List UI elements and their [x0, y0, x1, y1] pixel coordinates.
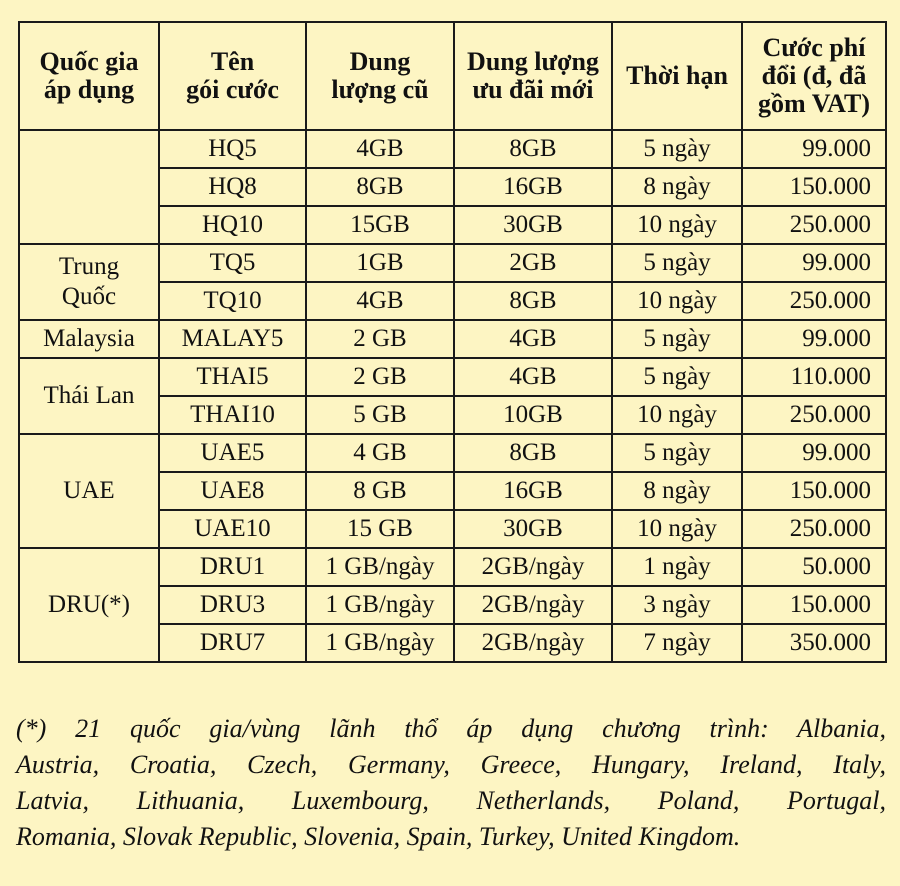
duration-cell: 5 ngày — [612, 434, 742, 472]
plan-name-cell: TQ5 — [159, 244, 306, 282]
new-data-cell: 8GB — [454, 130, 612, 168]
table-header-row — [19, 22, 886, 130]
table-row — [19, 320, 886, 358]
header-duration — [612, 22, 742, 130]
old-data-cell: 2 GB — [306, 320, 454, 358]
price-cell: 99.000 — [742, 244, 886, 282]
new-data-cell: 8GB — [454, 434, 612, 472]
price-cell: 250.000 — [742, 282, 886, 320]
table-row — [19, 244, 886, 282]
duration-cell: 10 ngày — [612, 206, 742, 244]
duration-cell: 10 ngày — [612, 510, 742, 548]
plan-name-cell: UAE10 — [159, 510, 306, 548]
header-new-data-line-2: ưu đãi mới — [472, 75, 594, 104]
price-cell: 99.000 — [742, 434, 886, 472]
old-data-cell: 4GB — [306, 282, 454, 320]
footnote — [16, 711, 886, 855]
header-price-line-3: gồm VAT) — [758, 89, 870, 118]
duration-cell: 5 ngày — [612, 130, 742, 168]
plan-name-cell: DRU3 — [159, 586, 306, 624]
header-old-data-line-2: lượng cũ — [331, 75, 429, 104]
old-data-cell: 15GB — [306, 206, 454, 244]
new-data-cell: 30GB — [454, 206, 612, 244]
new-data-cell: 2GB/ngày — [454, 624, 612, 662]
header-plan-name — [159, 22, 306, 130]
price-cell: 250.000 — [742, 510, 886, 548]
old-data-cell: 1 GB/ngày — [306, 586, 454, 624]
price-cell: 150.000 — [742, 168, 886, 206]
duration-cell: 8 ngày — [612, 168, 742, 206]
new-data-cell: 4GB — [454, 358, 612, 396]
new-data-cell: 4GB — [454, 320, 612, 358]
duration-cell: 7 ngày — [612, 624, 742, 662]
old-data-cell: 5 GB — [306, 396, 454, 434]
duration-cell: 10 ngày — [612, 396, 742, 434]
duration-cell: 1 ngày — [612, 548, 742, 586]
plan-name-cell: HQ8 — [159, 168, 306, 206]
country-name: UAE — [63, 477, 115, 504]
old-data-cell: 1GB — [306, 244, 454, 282]
new-data-cell: 2GB — [454, 244, 612, 282]
price-cell: 50.000 — [742, 548, 886, 586]
header-country — [19, 22, 159, 130]
country-cell — [19, 244, 159, 320]
plan-name-cell: DRU1 — [159, 548, 306, 586]
footnote-line: Latvia, Lithuania, Luxembourg, Netherlands, Poland, Portugal, — [16, 786, 886, 815]
duration-cell: 5 ngày — [612, 244, 742, 282]
old-data-cell: 1 GB/ngày — [306, 548, 454, 586]
country-cell — [19, 320, 159, 358]
duration-cell: 3 ngày — [612, 586, 742, 624]
duration-cell: 5 ngày — [612, 320, 742, 358]
new-data-cell: 2GB/ngày — [454, 548, 612, 586]
old-data-cell: 8GB — [306, 168, 454, 206]
plan-name-cell: DRU7 — [159, 624, 306, 662]
old-data-cell: 4GB — [306, 130, 454, 168]
country-name: Quốc — [61, 283, 117, 310]
duration-cell: 10 ngày — [612, 282, 742, 320]
header-new-data-line-1: Dung lượng — [467, 47, 599, 76]
table-body — [19, 130, 886, 662]
country-name: Malaysia — [43, 325, 135, 352]
old-data-cell: 1 GB/ngày — [306, 624, 454, 662]
plan-name-cell: MALAY5 — [159, 320, 306, 358]
plan-name-cell: HQ5 — [159, 130, 306, 168]
footnote-line: Romania, Slovak Republic, Slovenia, Spain, Turkey, United Kingdom. — [16, 822, 741, 851]
old-data-cell: 4 GB — [306, 434, 454, 472]
table-row — [19, 548, 886, 586]
table-row — [19, 130, 886, 168]
roaming-plans-table — [18, 21, 887, 663]
country-cell — [19, 548, 159, 662]
price-cell: 250.000 — [742, 206, 886, 244]
price-cell: 110.000 — [742, 358, 886, 396]
header-new-data — [454, 22, 612, 130]
new-data-cell: 16GB — [454, 472, 612, 510]
country-name: Thái Lan — [43, 382, 135, 409]
header-plan-name-line-1: Tên — [210, 47, 255, 76]
new-data-cell: 10GB — [454, 396, 612, 434]
plan-name-cell: HQ10 — [159, 206, 306, 244]
footnote-line: (*) 21 quốc gia/vùng lãnh thổ áp dụng chương trình: Albania, — [16, 714, 886, 743]
new-data-cell: 30GB — [454, 510, 612, 548]
price-cell: 350.000 — [742, 624, 886, 662]
country-cell — [19, 434, 159, 548]
duration-cell: 8 ngày — [612, 472, 742, 510]
new-data-cell: 2GB/ngày — [454, 586, 612, 624]
price-cell: 99.000 — [742, 130, 886, 168]
new-data-cell: 16GB — [454, 168, 612, 206]
old-data-cell: 8 GB — [306, 472, 454, 510]
table-row — [19, 358, 886, 396]
country-name: Trung — [58, 253, 120, 280]
header-price-line-1: Cước phí — [762, 33, 866, 62]
header-country-line-1: Quốc gia — [39, 47, 139, 76]
header-price — [742, 22, 886, 130]
header-old-data — [306, 22, 454, 130]
country-cell — [19, 130, 159, 244]
old-data-cell: 15 GB — [306, 510, 454, 548]
price-cell: 150.000 — [742, 472, 886, 510]
new-data-cell: 8GB — [454, 282, 612, 320]
country-name: DRU(*) — [48, 591, 130, 618]
price-cell: 150.000 — [742, 586, 886, 624]
plan-name-cell: UAE5 — [159, 434, 306, 472]
price-cell: 250.000 — [742, 396, 886, 434]
price-cell: 99.000 — [742, 320, 886, 358]
header-country-line-2: áp dụng — [43, 75, 135, 104]
country-cell — [19, 358, 159, 434]
header-price-line-2: đổi (đ, đã — [761, 61, 867, 90]
table-row — [19, 434, 886, 472]
plan-name-cell: THAI10 — [159, 396, 306, 434]
plan-name-cell: UAE8 — [159, 472, 306, 510]
header-old-data-line-1: Dung — [349, 47, 411, 76]
plan-name-cell: TQ10 — [159, 282, 306, 320]
footnote-line: Austria, Croatia, Czech, Germany, Greece, Hungary, Ireland, Italy, — [16, 750, 886, 779]
header-plan-name-line-2: gói cước — [186, 75, 279, 104]
header-duration-line-1: Thời hạn — [626, 61, 728, 90]
old-data-cell: 2 GB — [306, 358, 454, 396]
plan-name-cell: THAI5 — [159, 358, 306, 396]
duration-cell: 5 ngày — [612, 358, 742, 396]
